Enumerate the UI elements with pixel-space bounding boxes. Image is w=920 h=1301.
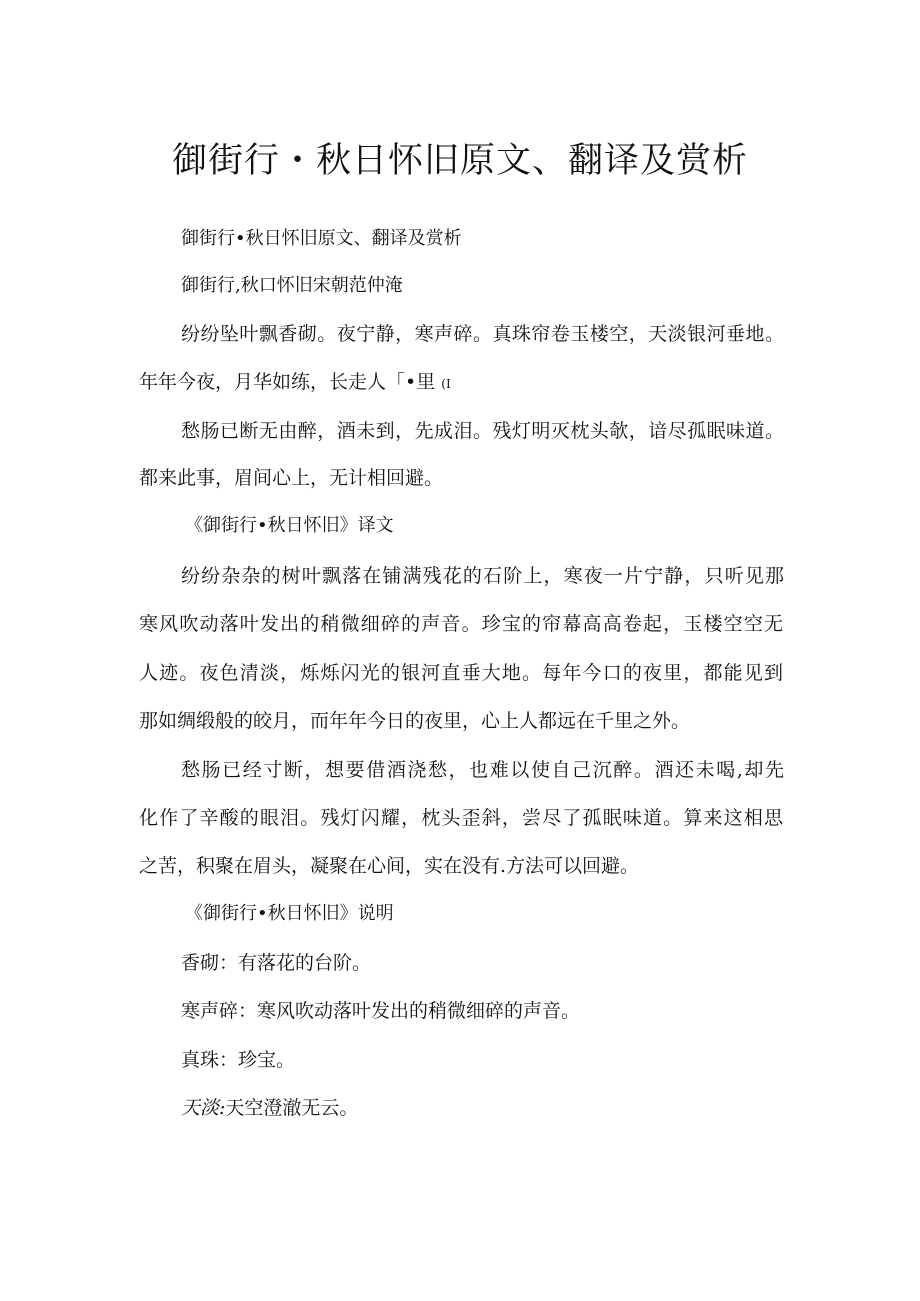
author-line: 御街行,秋口怀旧宋朝范仲淹 [181,275,403,296]
translation-line-6: 化作了辛酸的眼泪。残灯闪耀，枕头歪斜，尝尽了孤眠味道。算来这相思 [139,807,783,829]
poem-line-2 [139,368,451,398]
subtitle-line: 御街行•秋日怀旧原文、翻译及赏析 [181,228,462,249]
page-title: 御街行・秋日怀旧原文、翻译及赏析 [171,141,748,181]
translation-line-5: 愁肠已经寸断，想要借酒浇愁，也难以使自己沉醉。酒还未喝,却先 [181,759,784,781]
poem-line-1: 纷纷坠叶飘香砌。夜宁静，寒声碎。真珠帘卷玉楼空，天淡银河垂地。 [181,323,784,345]
section-heading-translation: 《御街行•秋日怀旧》译文 [185,515,394,536]
poem-line-4: 都来此事，眉间心上，无计相回避。 [139,467,444,489]
note-item [181,1094,358,1122]
translation-line-4: 那如绸缎般的皎月，而年年今日的夜里，心上人都远在千里之外。 [139,710,691,732]
note-item: 寒声碎：寒风吹动落叶发出的稍微细碎的声音。 [181,1000,581,1022]
note-definition: 天空澄澈无云。 [225,1097,359,1119]
translation-line-3: 人迹。夜色清淡，烁烁闪光的银河直垂大地。每年今口的夜里，都能见到 [139,662,783,684]
poem-line-3: 愁肠已断无由醉，酒未到，先成泪。残灯明灭枕头欹，谙尽孤眠味道。 [181,420,784,442]
poem-line-2-mark: (I [441,377,451,391]
section-heading-notes: 《御街行•秋日怀旧》说明 [185,903,394,924]
note-term: 天淡: [181,1097,226,1119]
translation-line-2: 寒风吹动落叶发出的稍微细碎的声音。珍宝的帘幕高高卷起，玉楼空空无 [139,613,783,635]
translation-line-1: 纷纷杂杂的树叶飘落在铺满残花的石阶上，寒夜一片宁静，只听见那 [181,565,784,587]
poem-line-2-text: 年年今夜，月华如练，长走人「•里 [139,371,436,393]
translation-line-7: 之苦，积聚在眉头，凝聚在心间，实在没有.方法可以回避。 [139,855,640,877]
note-item: 真珠：珍宝。 [181,1049,296,1071]
note-item: 香砌：有落花的台阶。 [181,952,372,974]
